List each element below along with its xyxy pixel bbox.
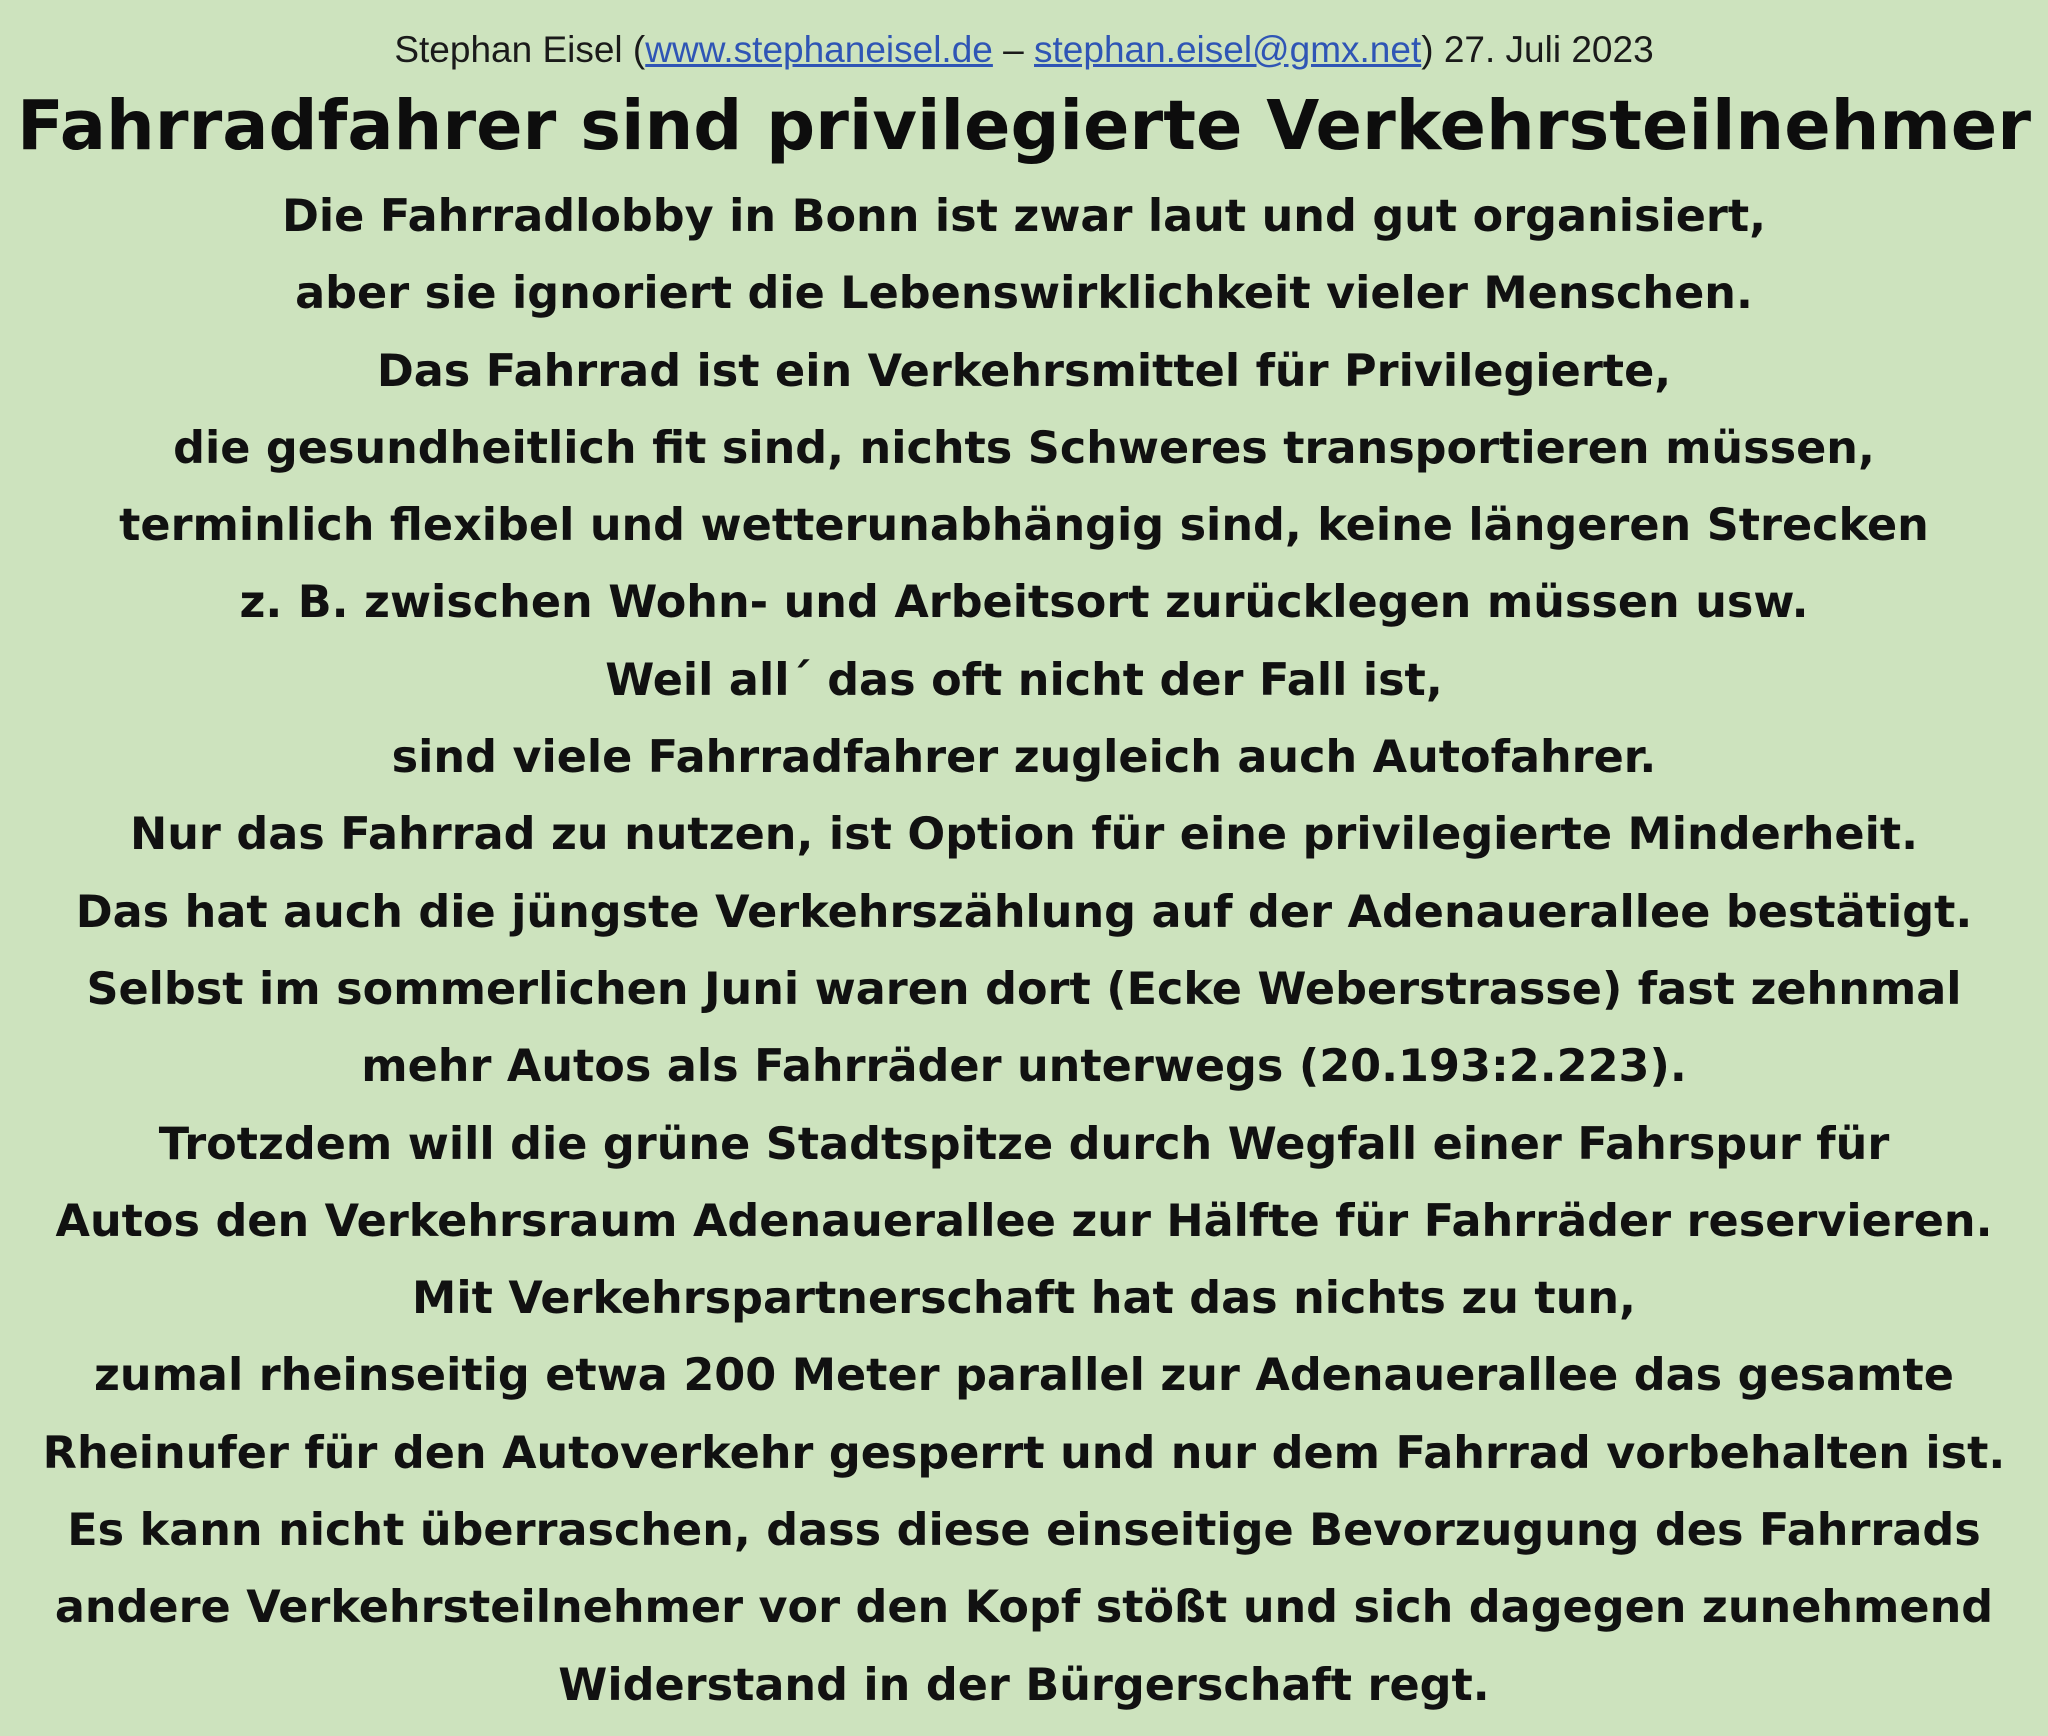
body-line: mehr Autos als Fahrräder unterwegs (20.193:2.223).: [361, 1041, 1687, 1093]
byline-author: Stephan Eisel (: [394, 29, 646, 70]
body-line: zumal rheinseitig etwa 200 Meter parallel zur Adenauerallee das gesamte: [93, 1350, 1954, 1402]
body-line: Es kann nicht überraschen, dass diese einseitige Bevorzugung des Fahrrads: [67, 1505, 1981, 1557]
body-line: Selbst im sommerlichen Juni waren dort (Ecke Weberstrasse) fast zehnmal: [86, 963, 1962, 1015]
byline-separator: –: [992, 29, 1035, 70]
website-link[interactable]: www.stephaneisel.de: [645, 29, 993, 70]
byline: [0, 22, 2048, 78]
body-line: Mit Verkehrspartnerschaft hat das nichts zu tun,: [412, 1273, 1636, 1325]
body-line: sind viele Fahrradfahrer zugleich auch Autofahrer.: [391, 732, 1657, 784]
body-text: [0, 178, 2048, 1724]
body-line: Trotzdem will die grüne Stadtspitze durch Wegfall einer Fahrspur für: [158, 1118, 1890, 1170]
body-line: andere Verkehrsteilnehmer vor den Kopf stößt und sich dagegen zunehmend: [54, 1582, 1994, 1634]
body-line: Weil all´ das oft nicht der Fall ist,: [605, 654, 1443, 706]
body-line: Autos den Verkehrsraum Adenauerallee zur Hälfte für Fahrräder reservieren.: [55, 1195, 1993, 1247]
byline-date: ) 27. Juli 2023: [1421, 29, 1654, 70]
body-line: Das Fahrrad ist ein Verkehrsmittel für Privilegierte,: [376, 345, 1672, 397]
body-line: Rheinufer für den Autoverkehr gesperrt und nur dem Fahrrad vorbehalten ist.: [42, 1427, 2006, 1479]
body-line: terminlich flexibel und wetterunabhängig sind, keine längeren Strecken: [119, 500, 1929, 552]
body-line: z. B. zwischen Wohn- und Arbeitsort zurücklegen müssen usw.: [239, 577, 1809, 629]
document-title: Fahrradfahrer sind privilegierte Verkehrsteilnehmer: [16, 86, 2032, 166]
body-line: Widerstand in der Bürgerschaft regt.: [558, 1659, 1490, 1711]
body-line: Nur das Fahrrad zu nutzen, ist Option für eine privilegierte Minderheit.: [130, 809, 1918, 861]
body-line: Die Fahrradlobby in Bonn ist zwar laut und gut organisiert,: [281, 191, 1767, 242]
body-line: Das hat auch die jüngste Verkehrszählung auf der Adenauerallee bestätigt.: [75, 886, 1973, 938]
body-line: die gesundheitlich fit sind, nichts Schweres transportieren müssen,: [173, 422, 1875, 474]
body-line: aber sie ignoriert die Lebenswirklichkeit vieler Menschen.: [295, 268, 1753, 320]
email-link[interactable]: stephan.eisel@gmx.net: [1034, 29, 1422, 70]
